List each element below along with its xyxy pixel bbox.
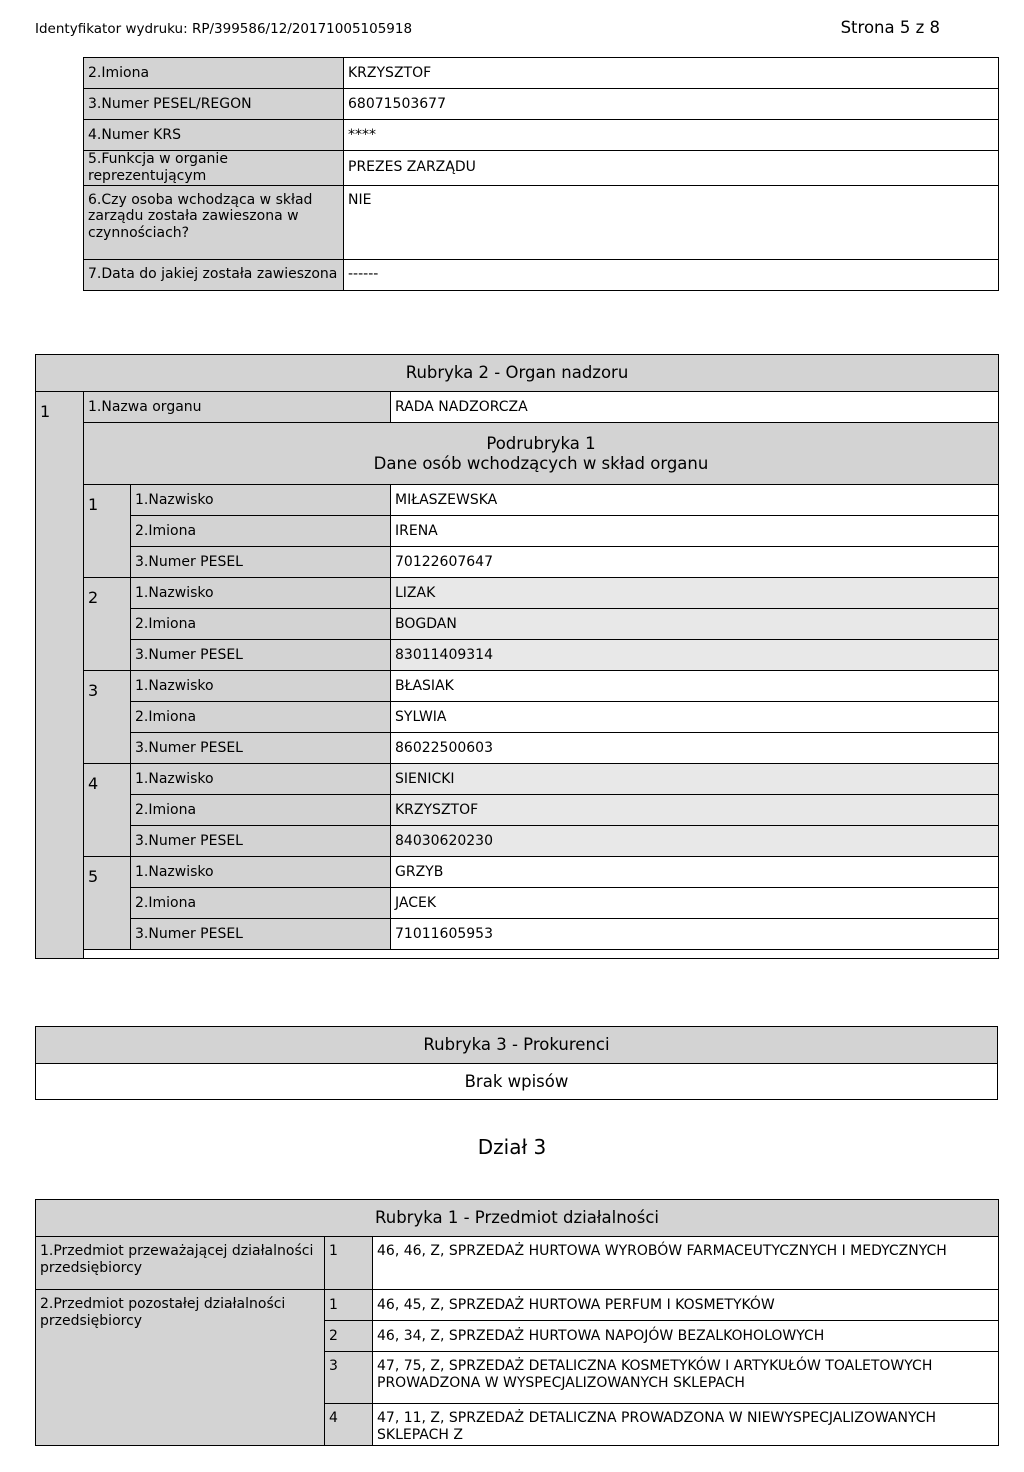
person-index: 1 — [84, 485, 131, 578]
field-label: 1.Nazwisko — [131, 485, 391, 516]
activity-text: 46, 45, Z, SPRZEDAŻ HURTOWA PERFUM I KOSMETYKÓW — [373, 1290, 999, 1321]
table-row — [36, 485, 999, 516]
table-row — [84, 120, 999, 151]
pesel-value: 71011605953 — [391, 919, 999, 950]
table-row — [36, 578, 999, 609]
table-row — [36, 764, 999, 795]
board-member-table — [83, 57, 999, 291]
field-label: 3.Numer PESEL — [131, 733, 391, 764]
table-row — [36, 795, 999, 826]
field-value: RADA NADZORCZA — [391, 392, 999, 423]
no-entries-text: Brak wpisów — [36, 1064, 998, 1100]
surname-value: BŁASIAK — [391, 671, 999, 702]
names-value: SYLWIA — [391, 702, 999, 733]
names-value: IRENA — [391, 516, 999, 547]
subsection-title — [84, 423, 999, 485]
field-label: 6.Czy osoba wchodząca w skład zarządu została zawieszona w czynnościach? — [84, 185, 344, 259]
subsection-header-row — [36, 423, 999, 485]
table-row — [36, 609, 999, 640]
field-label: 2.Imiona — [131, 795, 391, 826]
activity-text: 47, 11, Z, SPRZEDAŻ DETALICZNA PROWADZONA W NIEWYSPECJALIZOWANYCH SKLEPACH Z — [373, 1404, 999, 1446]
surname-value: MIŁASZEWSKA — [391, 485, 999, 516]
field-value: 68071503677 — [344, 89, 999, 120]
field-label: 2.Imiona — [131, 888, 391, 919]
field-label: 1.Nazwisko — [131, 764, 391, 795]
print-identifier: Identyfikator wydruku: RP/399586/12/20171005105918 — [35, 21, 413, 37]
item-number: 3 — [325, 1352, 373, 1404]
section-title: Rubryka 1 - Przedmiot działalności — [36, 1200, 999, 1237]
table-row — [84, 89, 999, 120]
field-label: 1.Nazwisko — [131, 671, 391, 702]
field-label: 7.Data do jakiej została zawieszona — [84, 259, 344, 290]
names-value: JACEK — [391, 888, 999, 919]
table-row — [36, 919, 999, 950]
section-title: Rubryka 3 - Prokurenci — [36, 1027, 998, 1064]
pesel-value: 83011409314 — [391, 640, 999, 671]
table-row — [84, 259, 999, 290]
field-label: 2.Przedmiot pozostałej działalności przedsiębiorcy — [36, 1290, 325, 1446]
field-label: 2.Imiona — [131, 702, 391, 733]
field-value: NIE — [344, 185, 999, 259]
table-row — [36, 1064, 998, 1100]
item-number: 4 — [325, 1404, 373, 1446]
activity-text: 46, 34, Z, SPRZEDAŻ HURTOWA NAPOJÓW BEZALKOHOLOWYCH — [373, 1321, 999, 1352]
table-row — [36, 733, 999, 764]
item-number: 2 — [325, 1321, 373, 1352]
table-row — [36, 826, 999, 857]
page-number: Strona 5 z 8 — [840, 18, 940, 37]
table-row — [36, 640, 999, 671]
table-row — [84, 151, 999, 186]
field-value: ------ — [344, 259, 999, 290]
field-value: **** — [344, 120, 999, 151]
table-row-spacer — [36, 950, 999, 959]
field-label: 2.Imiona — [131, 609, 391, 640]
person-index: 2 — [84, 578, 131, 671]
table-row — [36, 516, 999, 547]
business-activity-table — [35, 1199, 999, 1446]
field-label: 3.Numer PESEL — [131, 919, 391, 950]
section-header-row — [36, 1027, 998, 1064]
entry-index: 1 — [36, 392, 84, 959]
pesel-value: 84030620230 — [391, 826, 999, 857]
table-row — [36, 671, 999, 702]
section-title: Rubryka 2 - Organ nadzoru — [36, 355, 999, 392]
field-label: 3.Numer PESEL — [131, 640, 391, 671]
field-label: 2.Imiona — [131, 516, 391, 547]
field-label: 5.Funkcja w organie reprezentującym — [84, 151, 344, 186]
field-label: 2.Imiona — [84, 58, 344, 89]
activity-text: 47, 75, Z, SPRZEDAŻ DETALICZNA KOSMETYKÓW I ARTYKUŁÓW TOALETOWYCH PROWADZONA W WYSPECJALIZOWANYCH SKLEPACH — [373, 1352, 999, 1404]
field-label: 1.Nazwa organu — [84, 392, 391, 423]
field-label: 3.Numer PESEL — [131, 826, 391, 857]
spacer-cell — [84, 950, 999, 959]
names-value: KRZYSZTOF — [391, 795, 999, 826]
field-label: 3.Numer PESEL — [131, 547, 391, 578]
page-header — [35, 18, 940, 42]
table-row — [84, 185, 999, 259]
proxies-table — [35, 1026, 998, 1100]
surname-value: GRZYB — [391, 857, 999, 888]
subsection-subtitle-line: Dane osób wchodzących w skład organu — [373, 453, 709, 473]
table-row — [36, 1290, 999, 1321]
table-row — [36, 547, 999, 578]
names-value: BOGDAN — [391, 609, 999, 640]
item-number: 1 — [325, 1237, 373, 1290]
subsection-title-line: Podrubryka 1 — [486, 433, 596, 453]
person-index: 5 — [84, 857, 131, 950]
table-row — [84, 58, 999, 89]
table-row — [36, 857, 999, 888]
field-label: 1.Nazwisko — [131, 857, 391, 888]
section-header-row — [36, 1200, 999, 1237]
section-heading: Dział 3 — [477, 1135, 547, 1159]
field-value: PREZES ZARZĄDU — [344, 151, 999, 186]
field-label: 3.Numer PESEL/REGON — [84, 89, 344, 120]
section-header-row — [36, 355, 999, 392]
person-index: 3 — [84, 671, 131, 764]
surname-value: LIZAK — [391, 578, 999, 609]
person-index: 4 — [84, 764, 131, 857]
field-label: 1.Nazwisko — [131, 578, 391, 609]
pesel-value: 70122607647 — [391, 547, 999, 578]
field-label: 1.Przedmiot przeważającej działalności przedsiębiorcy — [36, 1237, 325, 1290]
surname-value: SIENICKI — [391, 764, 999, 795]
item-number: 1 — [325, 1290, 373, 1321]
table-row — [36, 888, 999, 919]
field-label: 4.Numer KRS — [84, 120, 344, 151]
pesel-value: 86022500603 — [391, 733, 999, 764]
supervisory-board-table — [35, 354, 999, 959]
table-row — [36, 392, 999, 423]
table-row — [36, 1237, 999, 1290]
activity-text: 46, 46, Z, SPRZEDAŻ HURTOWA WYROBÓW FARMACEUTYCZNYCH I MEDYCZNYCH — [373, 1237, 999, 1290]
table-row — [36, 702, 999, 733]
field-value: KRZYSZTOF — [344, 58, 999, 89]
